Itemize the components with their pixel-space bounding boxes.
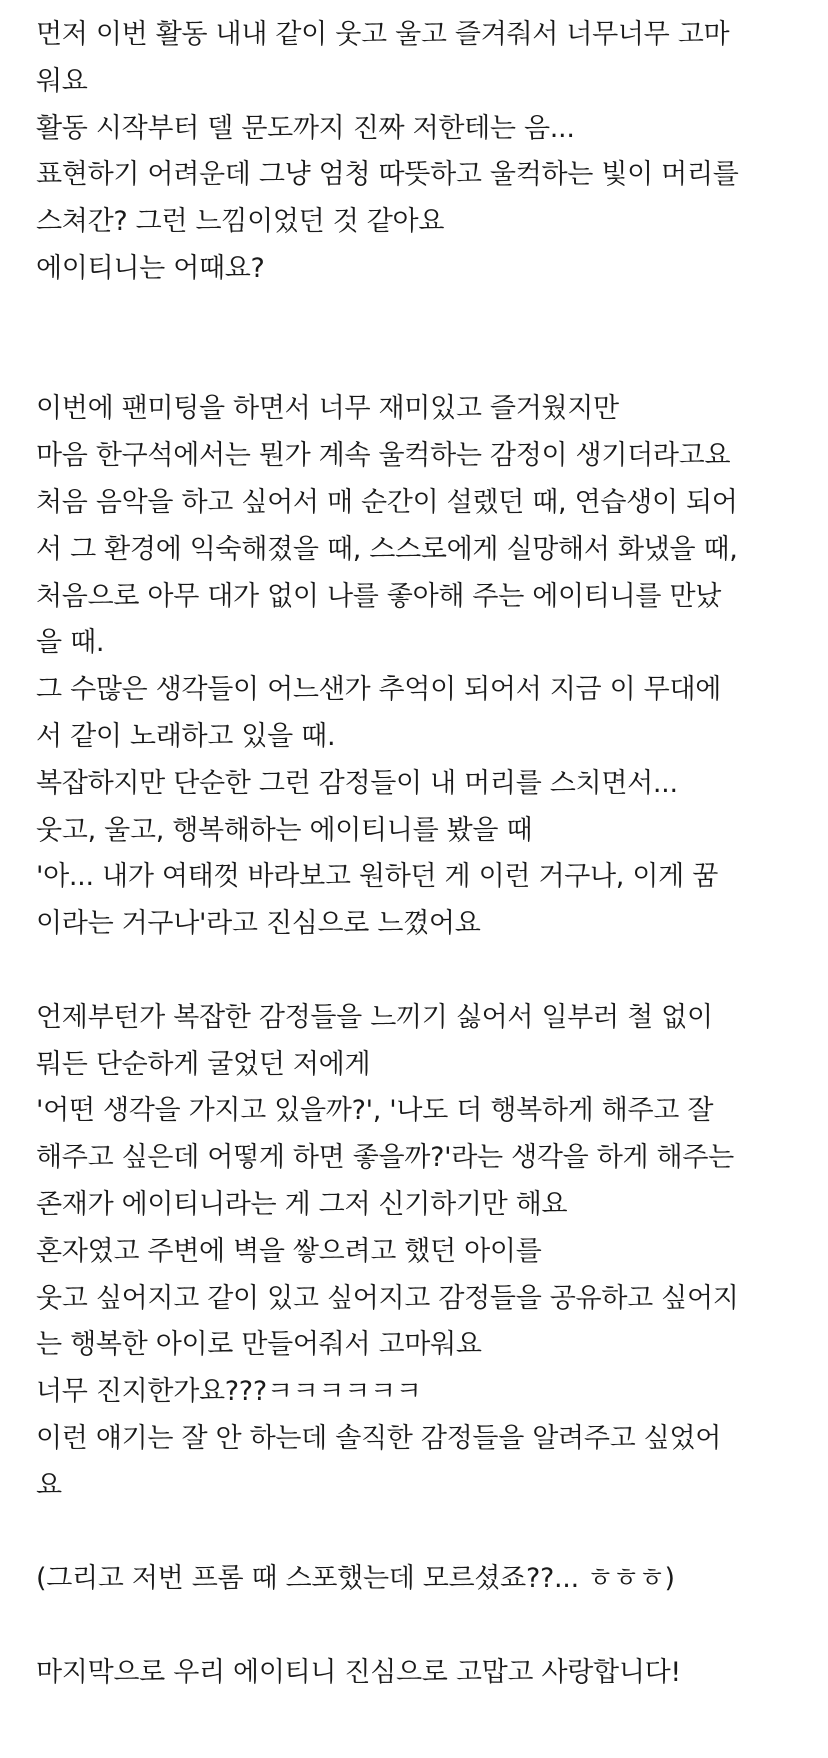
text-line: 혼자였고 주변에 벽을 쌓으려고 했던 아이를 [36, 1235, 542, 1267]
text-line: 요 [36, 1469, 62, 1501]
text-line: 워요 [36, 65, 88, 97]
blank-line [36, 948, 806, 995]
blank-line [36, 1510, 806, 1557]
text-line: 는 행복한 아이로 만들어줘서 고마워요 [36, 1329, 482, 1361]
letter-body [36, 12, 806, 1697]
text-line: 표현하기 어려운데 그냥 엄청 따뜻하고 울컥하는 빛이 머리를 [36, 159, 739, 191]
text-line: 해주고 싶은데 어떻게 하면 좋을까?'라는 생각을 하게 해주는 [36, 1142, 734, 1174]
text-line: 웃고 싶어지고 같이 있고 싶어지고 감정들을 공유하고 싶어지 [36, 1282, 739, 1314]
text-line: (그리고 저번 프롬 때 스포했는데 모르셨죠??... ㅎㅎㅎ) [36, 1563, 675, 1595]
text-line: 뭐든 단순하게 굴었던 저에게 [36, 1048, 371, 1080]
text-line: 마지막으로 우리 에이티니 진심으로 고맙고 사랑합니다! [36, 1656, 681, 1688]
text-line: 마음 한구석에서는 뭔가 계속 울컥하는 감정이 생기더라고요 [36, 440, 731, 472]
text-line: 웃고, 울고, 행복해하는 에이티니를 봤을 때 [36, 814, 533, 846]
text-line: 이런 얘기는 잘 안 하는데 솔직한 감정들을 알려주고 싶었어 [36, 1422, 722, 1454]
text-line: 이라는 거구나'라고 진심으로 느꼈어요 [36, 908, 481, 940]
blank-line [36, 1603, 806, 1650]
text-line: 에이티니는 어때요? [36, 252, 265, 284]
text-line: 너무 진지한가요???ㅋㅋㅋㅋㅋㅋ [36, 1376, 422, 1408]
blank-line [36, 340, 806, 387]
text-line: 존재가 에이티니라는 게 그저 신기하기만 해요 [36, 1188, 568, 1220]
text-line: 처음으로 아무 대가 없이 나를 좋아해 주는 에이티니를 만났 [36, 580, 722, 612]
text-line: 처음 음악을 하고 싶어서 매 순간이 설렜던 때, 연습생이 되어 [36, 486, 738, 518]
text-line: 활동 시작부터 델 문도까지 진짜 저한테는 음... [36, 112, 575, 144]
text-line: 이번에 팬미팅을 하면서 너무 재미있고 즐거웠지만 [36, 393, 619, 425]
text-line: 서 같이 노래하고 있을 때. [36, 720, 336, 752]
text-line: 그 수많은 생각들이 어느샌가 추억이 되어서 지금 이 무대에 [36, 674, 722, 706]
blank-line [36, 293, 806, 340]
text-line: '아... 내가 여태껏 바라보고 원하던 게 이런 거구나, 이게 꿈 [36, 861, 718, 893]
text-line: 을 때. [36, 627, 105, 659]
text-line: 스쳐간? 그런 느낌이었던 것 같아요 [36, 206, 445, 238]
text-line: 서 그 환경에 익숙해졌을 때, 스스로에게 실망해서 화냈을 때, [36, 533, 738, 565]
text-line: 언제부턴가 복잡한 감정들을 느끼기 싫어서 일부러 철 없이 [36, 1001, 713, 1033]
text-line: 먼저 이번 활동 내내 같이 웃고 울고 즐겨줘서 너무너무 고마 [36, 19, 730, 50]
text-line: '어떤 생각을 가지고 있을까?', '나도 더 행복하게 해주고 잘 [36, 1095, 714, 1127]
text-line: 복잡하지만 단순한 그런 감정들이 내 머리를 스치면서... [36, 767, 678, 799]
